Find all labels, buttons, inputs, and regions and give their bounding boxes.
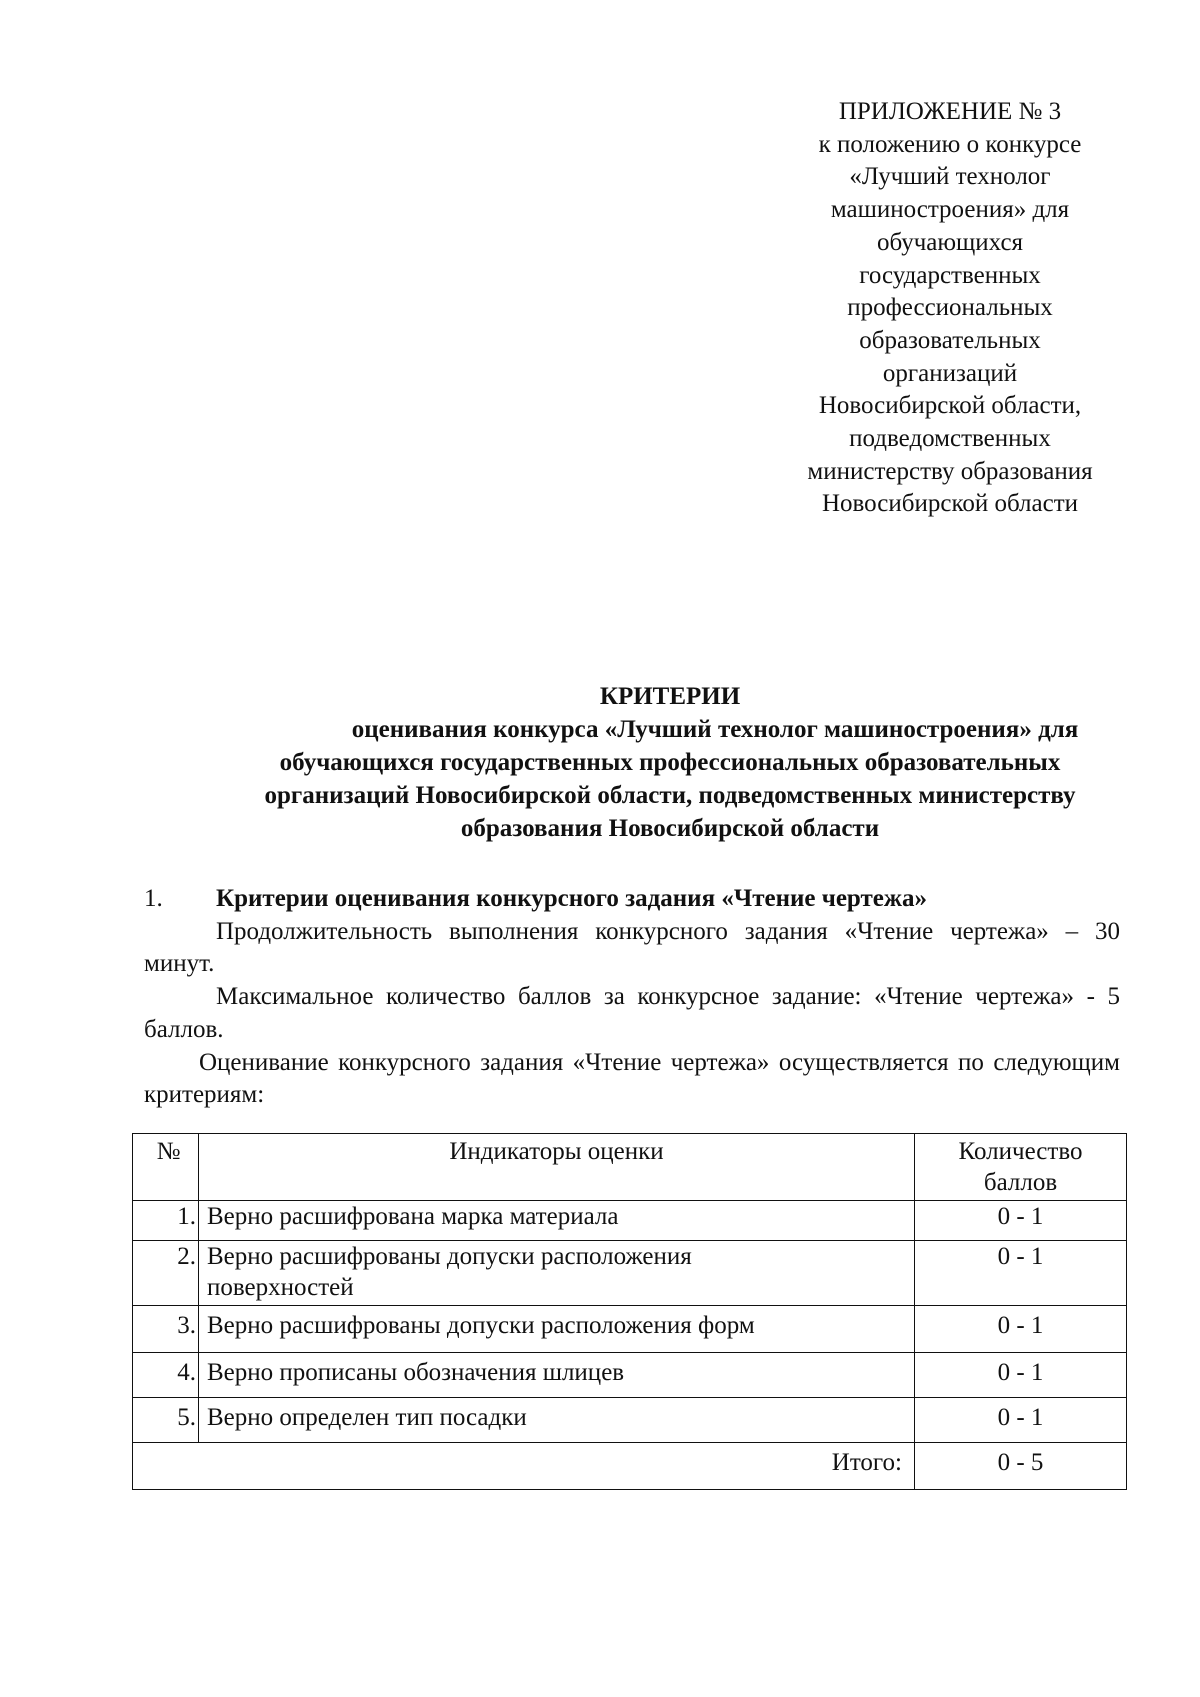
total-label: Итого:	[133, 1443, 915, 1490]
row-points: 0 - 1	[915, 1201, 1127, 1241]
subtitle-line: организаций Новосибирской области, подведомственных министерству	[264, 782, 1076, 809]
annex-line: министерству образования	[807, 457, 1093, 485]
row-points: 0 - 1	[915, 1241, 1127, 1306]
duration-paragraph: Продолжительность выполнения конкурсного задания «Чтение чертежа» – 30 минут.	[144, 917, 1120, 978]
row-number: 5.	[133, 1398, 199, 1443]
table-row	[133, 1306, 1127, 1353]
annex-header	[790, 96, 1110, 521]
table-row	[133, 1201, 1127, 1241]
annex-line: обучающихся	[876, 228, 1024, 256]
annex-line: ПРИЛОЖЕНИЕ № 3	[838, 98, 1062, 125]
row-number: 3.	[133, 1306, 199, 1353]
row-indicator: Верно расшифрована марка материала	[199, 1201, 915, 1241]
annex-line: машиностроения» для	[830, 196, 1070, 224]
subtitle-line: образования Новосибирской области	[460, 815, 880, 842]
table-header-row	[133, 1134, 1127, 1201]
row-indicator: Верно прописаны обозначения шлицев	[199, 1353, 915, 1398]
annex-line: подведомственных	[849, 425, 1051, 453]
row-number: 4.	[133, 1353, 199, 1398]
criteria-table	[132, 1133, 1127, 1490]
annex-line: профессиональных	[847, 294, 1053, 322]
subtitle-line: обучающихся государственных профессиональных образовательных	[279, 749, 1061, 776]
row-number: 1.	[133, 1201, 199, 1241]
annex-line: организаций	[882, 359, 1018, 387]
document-title: КРИТЕРИИ	[599, 683, 741, 710]
annex-line: государственных	[859, 261, 1041, 289]
section-1	[144, 883, 1120, 1112]
subtitle-line: оценивания конкурса «Лучший технолог машиностроения» для	[351, 716, 1079, 743]
table-row	[133, 1241, 1127, 1306]
header-number: №	[133, 1134, 199, 1201]
annex-line: Новосибирской области,	[818, 392, 1082, 420]
section-number: 1.	[144, 885, 163, 912]
row-indicator-text: Верно расшифрованы допуски расположения поверхностей	[207, 1243, 692, 1301]
row-number: 2.	[133, 1241, 199, 1306]
table-row	[133, 1353, 1127, 1398]
row-indicator	[199, 1241, 915, 1306]
row-indicator: Верно определен тип посадки	[199, 1398, 915, 1443]
row-indicator: Верно расшифрованы допуски расположения форм	[199, 1306, 915, 1353]
header-indicators: Индикаторы оценки	[199, 1134, 915, 1201]
row-points: 0 - 1	[915, 1353, 1127, 1398]
annex-line: к положению о конкурсе	[818, 130, 1082, 158]
section-title: Критерии оценивания конкурсного задания «Чтение чертежа»	[216, 885, 928, 912]
row-points: 0 - 1	[915, 1398, 1127, 1443]
header-points: Количество баллов	[915, 1134, 1127, 1201]
max-points-paragraph: Максимальное количество баллов за конкурсное задание: «Чтение чертежа» - 5 баллов.	[144, 983, 1120, 1043]
annex-line: Новосибирской области	[821, 490, 1079, 518]
row-points: 0 - 1	[915, 1306, 1127, 1353]
total-points: 0 - 5	[915, 1443, 1127, 1490]
document-heading	[100, 680, 1200, 845]
section-heading	[144, 883, 1120, 916]
table-row	[133, 1398, 1127, 1443]
annex-line: образовательных	[859, 326, 1041, 354]
evaluation-paragraph: Оценивание конкурсного задания «Чтение чертежа» осуществляется по следующим критериям:	[144, 1048, 1120, 1109]
table-total-row	[133, 1443, 1127, 1490]
annex-line: «Лучший технолог	[849, 163, 1051, 191]
